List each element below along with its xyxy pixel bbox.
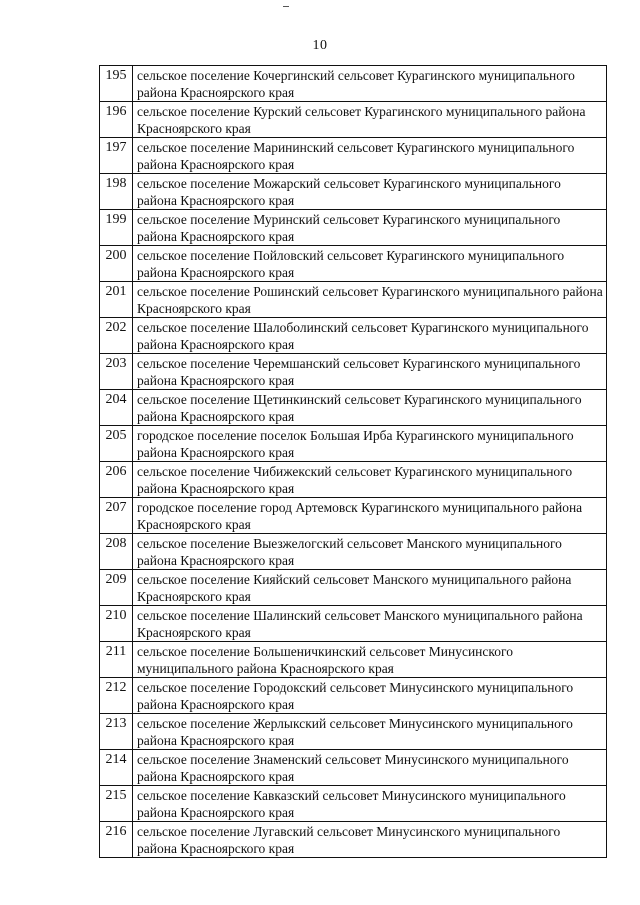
row-number: 196 <box>100 102 133 138</box>
row-number: 210 <box>100 606 133 642</box>
row-number: 211 <box>100 642 133 678</box>
table-row <box>100 714 607 750</box>
settlement-name: городское поселение поселок Большая Ирба Курагинского муниципального района Красноярского края <box>133 426 607 462</box>
table-row <box>100 822 607 858</box>
table-row <box>100 534 607 570</box>
row-number: 203 <box>100 354 133 390</box>
settlement-name: сельское поселение Лугавский сельсовет Минусинского муниципального района Красноярского края <box>133 822 607 858</box>
table-row <box>100 570 607 606</box>
table-row <box>100 462 607 498</box>
table-row <box>100 750 607 786</box>
table-row <box>100 426 607 462</box>
settlements-table <box>99 65 607 858</box>
page-number: 10 <box>312 38 328 53</box>
table-row <box>100 66 607 102</box>
table-row <box>100 678 607 714</box>
table-row <box>100 606 607 642</box>
settlement-name: сельское поселение Кавказский сельсовет Минусинского муниципального района Красноярского края <box>133 786 607 822</box>
settlement-name: городское поселение город Артемовск Курагинского муниципального района Красноярского края <box>133 498 607 534</box>
row-number: 216 <box>100 822 133 858</box>
table-row <box>100 642 607 678</box>
table-row <box>100 210 607 246</box>
table-row <box>100 318 607 354</box>
settlement-name: сельское поселение Жерлыкский сельсовет Минусинского муниципального района Красноярского края <box>133 714 607 750</box>
row-number: 195 <box>100 66 133 102</box>
row-number: 206 <box>100 462 133 498</box>
table-row <box>100 282 607 318</box>
table-row <box>100 102 607 138</box>
settlement-name: сельское поселение Пойловский сельсовет Курагинского муниципального района Красноярского края <box>133 246 607 282</box>
table-row <box>100 390 607 426</box>
row-number: 208 <box>100 534 133 570</box>
settlement-name: сельское поселение Чибижекский сельсовет Курагинского муниципального района Красноярского края <box>133 462 607 498</box>
row-number: 214 <box>100 750 133 786</box>
settlement-name: сельское поселение Можарский сельсовет Курагинского муниципального района Красноярского края <box>133 174 607 210</box>
row-number: 199 <box>100 210 133 246</box>
table-row <box>100 174 607 210</box>
settlement-name: сельское поселение Знаменский сельсовет Минусинского муниципального района Красноярского края <box>133 750 607 786</box>
settlement-name: сельское поселение Шалинский сельсовет Манского муниципального района Красноярского края <box>133 606 607 642</box>
row-number: 201 <box>100 282 133 318</box>
table-row <box>100 354 607 390</box>
settlement-name: сельское поселение Городокский сельсовет Минусинского муниципального района Красноярского края <box>133 678 607 714</box>
row-number: 200 <box>100 246 133 282</box>
table-row <box>100 498 607 534</box>
settlement-name: сельское поселение Муринский сельсовет Курагинского муниципального района Красноярского края <box>133 210 607 246</box>
row-number: 198 <box>100 174 133 210</box>
row-number: 207 <box>100 498 133 534</box>
row-number: 204 <box>100 390 133 426</box>
settlement-name: сельское поселение Выезжелогский сельсовет Манского муниципального района Красноярского края <box>133 534 607 570</box>
settlement-name: сельское поселение Марининский сельсовет Курагинского муниципального района Красноярского края <box>133 138 607 174</box>
row-number: 215 <box>100 786 133 822</box>
settlement-name: сельское поселение Щетинкинский сельсовет Курагинского муниципального района Красноярского края <box>133 390 607 426</box>
row-number: 213 <box>100 714 133 750</box>
settlement-name: сельское поселение Кочергинский сельсовет Курагинского муниципального района Красноярского края <box>133 66 607 102</box>
settlement-name: сельское поселение Шалоболинский сельсовет Курагинского муниципального района Красноярского края <box>133 318 607 354</box>
row-number: 212 <box>100 678 133 714</box>
row-number: 205 <box>100 426 133 462</box>
table-row <box>100 246 607 282</box>
scan-mark <box>283 6 289 7</box>
table-row <box>100 786 607 822</box>
settlement-name: сельское поселение Большеничкинский сельсовет Минусинского муниципального района Красноярского края <box>133 642 607 678</box>
settlement-name: сельское поселение Курский сельсовет Курагинского муниципального района Красноярского края <box>133 102 607 138</box>
settlement-name: сельское поселение Рошинский сельсовет Курагинского муниципального района Красноярского края <box>133 282 607 318</box>
row-number: 202 <box>100 318 133 354</box>
settlement-name: сельское поселение Черемшанский сельсовет Курагинского муниципального района Красноярского края <box>133 354 607 390</box>
row-number: 209 <box>100 570 133 606</box>
row-number: 197 <box>100 138 133 174</box>
table-row <box>100 138 607 174</box>
table-body <box>100 66 607 858</box>
settlement-name: сельское поселение Кияйский сельсовет Манского муниципального района Красноярского края <box>133 570 607 606</box>
